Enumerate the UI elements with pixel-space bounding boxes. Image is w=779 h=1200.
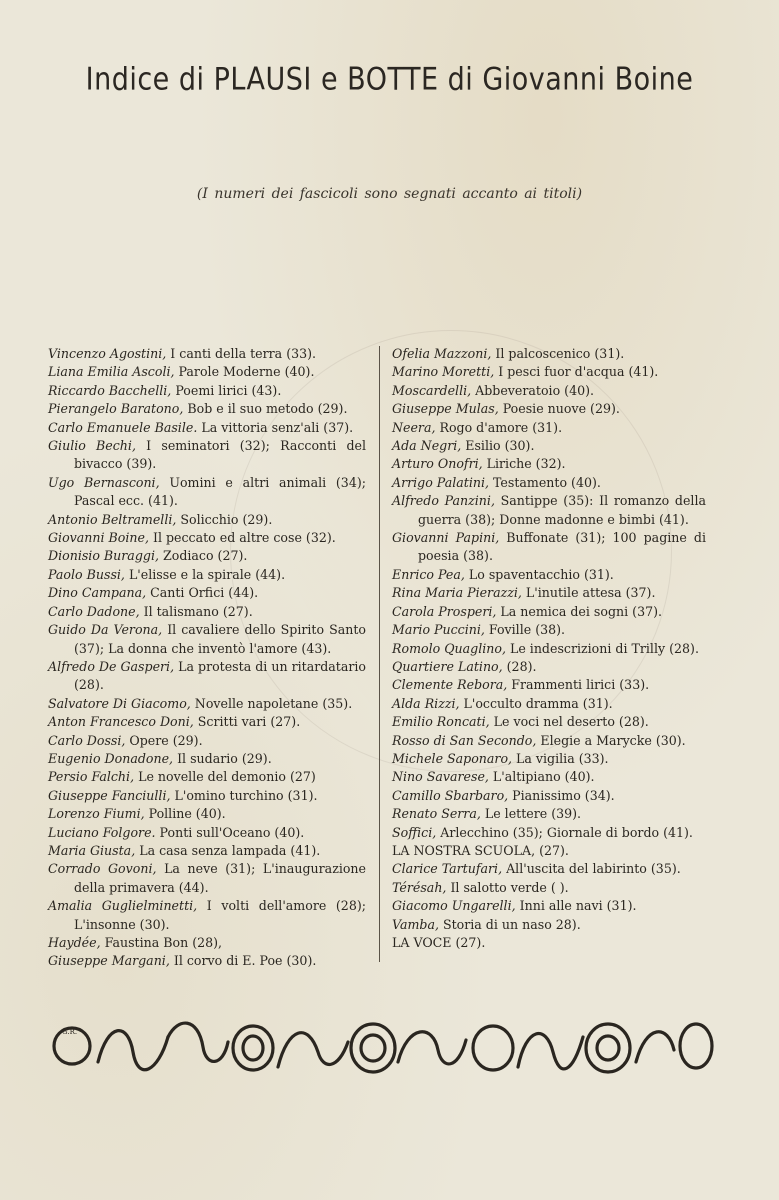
entry-works: Il sudario (29). <box>173 750 272 766</box>
index-entry <box>48 474 366 511</box>
index-entry <box>48 345 366 363</box>
index-entry <box>392 529 706 566</box>
entry-author: Liana Emilia Ascoli, <box>48 364 175 380</box>
index-entry <box>48 787 366 805</box>
index-entry <box>392 584 706 602</box>
entry-author: Persio Falchi, <box>48 769 135 785</box>
index-entry <box>48 529 366 547</box>
index-entry <box>48 897 366 934</box>
entry-works: L'occulto dramma (31). <box>459 695 613 711</box>
index-entry <box>48 695 366 713</box>
entry-works: Bob e il suo metodo (29). <box>183 401 348 417</box>
index-entry <box>48 842 366 860</box>
entry-works: Foville (38). <box>484 622 566 638</box>
entry-author: Ada Negri, <box>392 438 462 454</box>
entry-works: LA VOCE (27). <box>392 935 486 950</box>
entry-author: Renato Serra, <box>392 806 481 822</box>
entry-works: Novelle napoletane (35). <box>190 695 353 711</box>
entry-author: Giulio Bechi, <box>48 438 136 454</box>
entry-author: Eugenio Donadone, <box>48 750 174 766</box>
entry-works: Faustina Bon (28), <box>100 935 223 950</box>
entry-author: Vincenzo Agostini, <box>48 346 167 361</box>
index-entry <box>392 768 706 786</box>
entry-works: Scritti vari (27). <box>193 714 301 730</box>
entry-author: Quartiere Latino, <box>392 658 503 674</box>
index-entry <box>48 419 366 437</box>
entry-author: Romolo Quaglino, <box>392 640 506 656</box>
entry-author: Alfredo Panzini, <box>392 493 495 509</box>
index-entry <box>392 492 706 529</box>
entry-works: Frammenti lirici (33). <box>507 677 650 693</box>
entry-works: I canti della terra (33). <box>166 346 317 361</box>
index-entry <box>392 713 706 731</box>
entry-works: Le voci nel deserto (28). <box>489 714 649 730</box>
index-entry <box>392 400 706 418</box>
entry-works: La protesta di un ritardatario (28). <box>74 658 366 693</box>
entry-author: Amalia Guglielminetti, <box>48 898 198 914</box>
index-entry <box>392 805 706 823</box>
index-entry <box>392 658 706 676</box>
entry-works: Elegie a Marycke (30). <box>536 732 686 748</box>
entry-works: Il corvo di E. Poe (30). <box>169 953 317 969</box>
entry-author: Moscardelli, <box>392 382 472 398</box>
entry-author: Giovanni Papini, <box>392 530 500 546</box>
entry-author: Emilio Roncati, <box>392 714 490 730</box>
entry-author: Corrado Govoni, <box>48 861 157 877</box>
page-title: Indice di PLAUSI e BOTTE di Giovanni Boine <box>85 61 694 98</box>
index-entry <box>392 732 706 750</box>
index-entry <box>48 750 366 768</box>
index-entry <box>392 842 706 860</box>
entry-works: La casa senza lampada (41). <box>135 842 321 858</box>
index-entry <box>48 805 366 823</box>
ornament-monogram: G.R. <box>62 1028 78 1036</box>
index-entry <box>392 860 706 878</box>
column-divider <box>379 346 380 962</box>
index-entry <box>392 934 706 952</box>
index-entry <box>392 603 706 621</box>
entry-author: Paolo Bussi, <box>48 566 125 582</box>
index-entry <box>48 952 366 970</box>
entry-author: Camillo Sbarbaro, <box>392 787 509 803</box>
entry-author: Haydée, <box>48 935 101 950</box>
entry-works: Opere (29). <box>125 732 203 748</box>
index-entry <box>48 603 366 621</box>
entry-author: Pierangelo Baratono, <box>48 401 184 417</box>
entry-works: Il peccato ed altre cose (32). <box>148 530 336 546</box>
entry-works: Santippe (35): Il romanzo della guerra (38); Donne madonne e bimbi (41). <box>418 493 706 527</box>
entry-author: Alda Rizzi, <box>392 695 460 711</box>
entry-works: LA NOSTRA SCUOLA, (27). <box>392 842 569 858</box>
entry-works: Le novelle del demonio (27) <box>134 769 316 785</box>
index-entry <box>392 474 706 492</box>
index-entry <box>392 640 706 658</box>
entry-author: Carlo Dadone, <box>48 603 140 619</box>
entry-author: Carola Prosperi, <box>392 603 497 619</box>
entry-author: Lorenzo Fiumi, <box>48 806 145 822</box>
entry-works: Le lettere (39). <box>480 806 582 822</box>
entry-works: Buffonate (31); 100 pagine di poesia (38). <box>418 530 706 564</box>
entry-author: Vamba, <box>392 916 439 932</box>
entry-author: Ugo Bernasconi, <box>48 474 160 490</box>
entry-works: Esilio (30). <box>461 438 535 454</box>
entry-works: All'uscita del labirinto (35). <box>502 861 681 877</box>
entry-author: Ofelia Mazzoni, <box>392 346 492 361</box>
index-entry <box>392 345 706 363</box>
index-entry <box>392 897 706 915</box>
entry-works: Polline (40). <box>144 806 226 822</box>
index-entry <box>48 768 366 786</box>
entry-author: Carlo Emanuele Basile. <box>48 419 198 435</box>
entry-works: La vigilia (33). <box>512 750 609 766</box>
entry-works: I seminatori (32); Racconti del bivacco (39). <box>74 438 366 472</box>
entry-author: Nino Savarese, <box>392 769 489 785</box>
index-entry <box>48 658 366 695</box>
entry-author: Giuseppe Mulas, <box>392 401 499 417</box>
entry-works: Rogo d'amore (31). <box>435 419 563 435</box>
entry-author: Clemente Rebora, <box>392 677 508 693</box>
entry-works: Lo spaventacchio (31). <box>464 566 614 582</box>
entry-author: Marino Moretti, <box>392 364 495 380</box>
entry-works: Uomini e altri animali (34); Pascal ecc. (41). <box>74 474 366 509</box>
entry-works: Il salotto verde ( ). <box>446 879 569 895</box>
index-entry <box>392 621 706 639</box>
entry-works: Pianissimo (34). <box>508 787 615 803</box>
index-column-left <box>48 345 366 971</box>
page-subtitle: (I numeri dei fascicoli sono segnati accanto ai titoli) <box>196 186 583 202</box>
entry-works: La neve (31); L'inaugurazione della primavera (44). <box>74 861 366 895</box>
entry-works: L'inutile attesa (37). <box>521 585 656 601</box>
entry-author: Arturo Onofri, <box>392 456 483 472</box>
index-entry <box>392 787 706 805</box>
entry-works: Storia di un naso 28). <box>438 916 581 932</box>
entry-author: Luciano Folgore. <box>48 824 156 840</box>
index-entry <box>48 824 366 842</box>
index-entry <box>392 419 706 437</box>
entry-author: Maria Giusta, <box>48 842 136 858</box>
entry-works: La vittoria senz'ali (37). <box>197 419 354 435</box>
entry-author: Arrigo Palatini, <box>392 474 489 490</box>
index-entry <box>48 566 366 584</box>
entry-works: Poesie nuove (29). <box>498 401 620 417</box>
index-entry <box>392 824 706 842</box>
entry-author: Soffici, <box>392 824 437 840</box>
entry-author: Rosso di San Secondo, <box>392 732 537 748</box>
index-entry <box>48 713 366 731</box>
entry-works: Solicchio (29). <box>176 511 273 527</box>
entry-author: Giovanni Boine, <box>48 530 149 546</box>
index-entry <box>48 584 366 602</box>
index-entry <box>392 566 706 584</box>
index-entry <box>48 363 366 381</box>
index-entry <box>392 363 706 381</box>
index-entry <box>392 676 706 694</box>
index-entry <box>392 437 706 455</box>
entry-author: Carlo Dossi, <box>48 732 126 748</box>
index-entry <box>48 511 366 529</box>
entry-author: Alfredo De Gasperi, <box>48 658 175 674</box>
entry-author: Térésah, <box>392 879 447 895</box>
index-entry <box>392 750 706 768</box>
entry-author: Anton Francesco Doni, <box>48 714 194 730</box>
entry-works: I pesci fuor d'acqua (41). <box>494 364 659 380</box>
decorative-ornament-border <box>48 1012 716 1084</box>
index-entry <box>392 695 706 713</box>
entry-works: Zodiaco (27). <box>158 548 248 564</box>
entry-author: Mario Puccini, <box>392 622 485 638</box>
entry-works: Liriche (32). <box>482 456 566 472</box>
entry-works: Ponti sull'Oceano (40). <box>155 824 305 840</box>
entry-works: Poemi lirici (43). <box>171 382 282 398</box>
index-entry <box>392 879 706 897</box>
entry-works: L'elisse e la spirale (44). <box>124 566 286 582</box>
entry-works: Il palcoscenico (31). <box>491 346 625 361</box>
entry-author: Riccardo Bacchelli, <box>48 382 172 398</box>
entry-works: Il talismano (27). <box>139 603 253 619</box>
entry-works: Abbeveratoio (40). <box>471 382 595 398</box>
index-entry <box>48 437 366 474</box>
entry-works: Inni alle navi (31). <box>515 898 637 914</box>
entry-author: Salvatore Di Giacomo, <box>48 695 191 711</box>
entry-author: Antonio Beltramelli, <box>48 511 177 527</box>
entry-works: Il cavaliere dello Spirito Santo (37); La donna che inventò l'amore (43). <box>74 622 366 656</box>
entry-works: (28). <box>502 658 537 674</box>
entry-author: Clarice Tartufari, <box>392 861 503 877</box>
index-entry <box>48 732 366 750</box>
index-entry <box>48 934 366 952</box>
entry-author: Rina Maria Pierazzi, <box>392 585 522 601</box>
entry-author: Giuseppe Margani, <box>48 953 170 969</box>
entry-works: Arlecchino (35); Giornale di bordo (41). <box>436 824 693 840</box>
entry-works: L'omino turchino (31). <box>170 787 318 803</box>
index-entry <box>392 916 706 934</box>
index-entry <box>392 382 706 400</box>
entry-author: Giacomo Ungarelli, <box>392 898 516 914</box>
entry-author: Dionisio Buraggi, <box>48 548 159 564</box>
entry-works: Testamento (40). <box>489 474 601 490</box>
entry-author: Neera, <box>392 419 436 435</box>
index-entry <box>48 621 366 658</box>
index-entry <box>48 400 366 418</box>
index-entry <box>392 455 706 473</box>
entry-works: La nemica dei sogni (37). <box>496 603 663 619</box>
entry-works: Le indescrizioni di Trilly (28). <box>505 640 699 656</box>
index-entry <box>48 382 366 400</box>
entry-author: Michele Saponaro, <box>392 750 513 766</box>
entry-author: Dino Campana, <box>48 585 147 601</box>
entry-works: L'altipiano (40). <box>488 769 595 785</box>
index-column-right <box>392 345 706 952</box>
entry-works: Parole Moderne (40). <box>174 364 315 380</box>
index-entry <box>48 860 366 897</box>
index-entry <box>48 547 366 565</box>
entry-author: Guido Da Verona, <box>48 622 163 638</box>
entry-works: I volti dell'amore (28); L'insonne (30). <box>74 898 366 932</box>
entry-author: Giuseppe Fanciulli, <box>48 787 171 803</box>
entry-works: Canti Orfici (44). <box>146 585 259 601</box>
entry-author: Enrico Pea, <box>392 566 465 582</box>
